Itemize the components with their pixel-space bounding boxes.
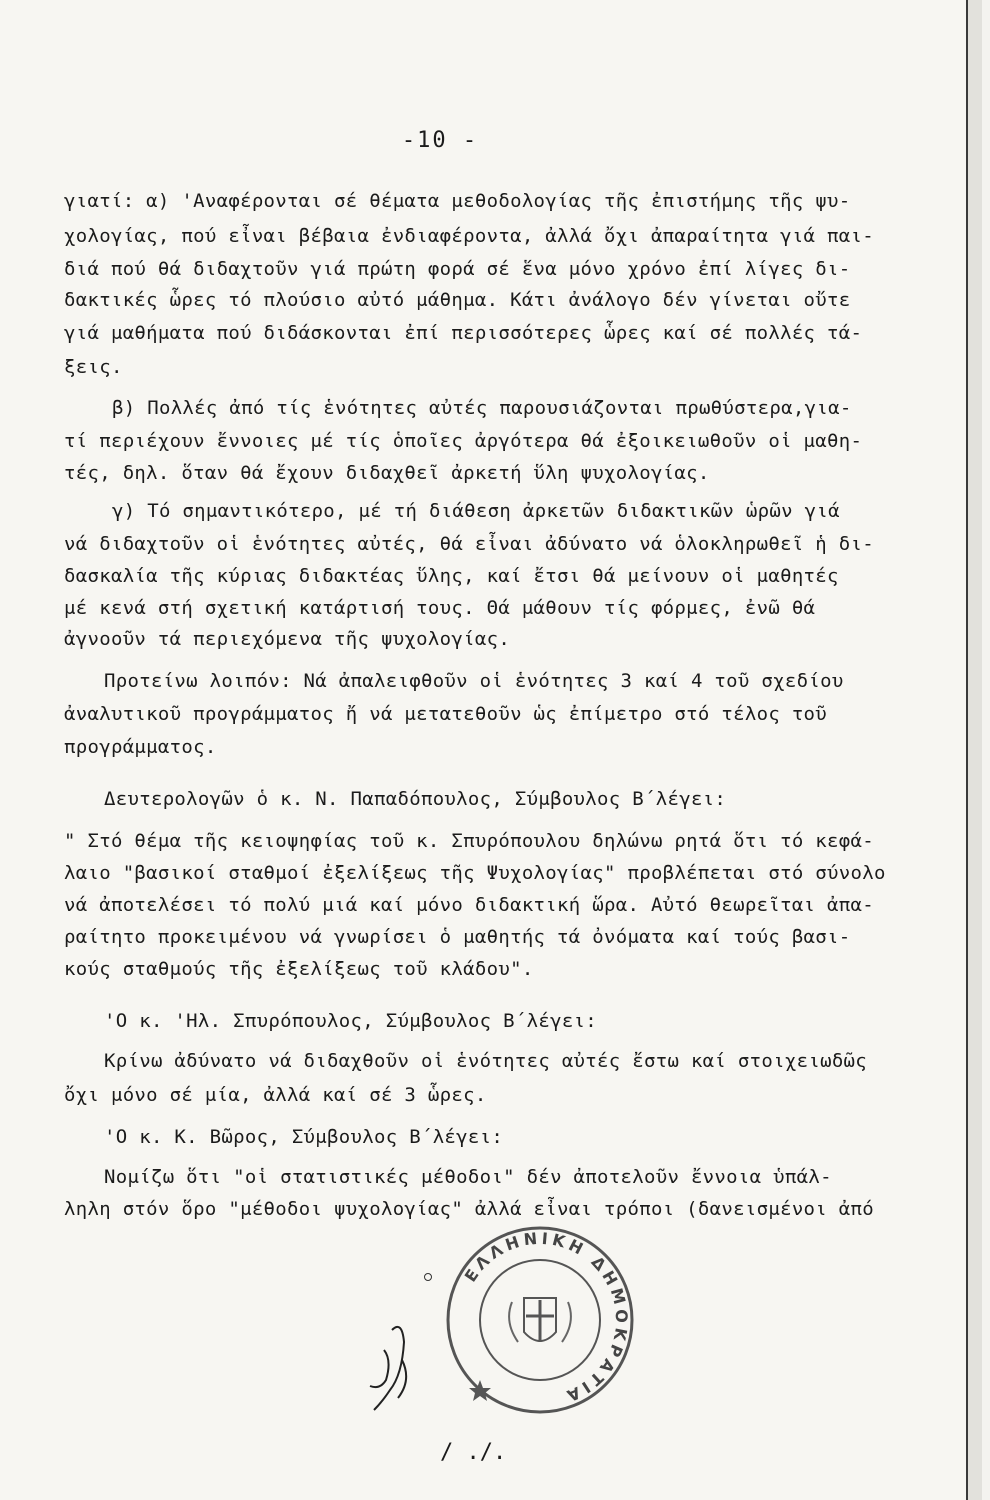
text-line-26: ὄχι μόνο σέ μία, ἀλλά καί σέ 3 ὧρες. — [64, 1084, 487, 1106]
text-line-25: Κρίνω ἀδύνατο νά διδαχθοῦν οἱ ἑνότητες αὐτές ἔστω καί στοιχειωδῶς — [104, 1050, 868, 1072]
text-line-5: γιά μαθήματα πού διδάσκονται ἐπί περισσότερες ὧρες καί σέ πολλές τά- — [64, 322, 863, 344]
text-line-14: ἀγνοοῦν τά περιεχόμενα τῆς ψυχολογίας. — [64, 628, 511, 650]
page-edge — [966, 0, 982, 1500]
text-line-10: γ) Τό σημαντικότερο, μέ τή διάθεση ἀρκετῶν διδακτικῶν ὡρῶν γιά — [112, 500, 840, 522]
text-line-7: β) Πολλές ἀπό τίς ἑνότητες αὐτές παρουσιάζονται πρωθύστερα,για- — [112, 397, 852, 419]
text-line-17: προγράμματος. — [64, 736, 217, 758]
text-line-22: ραίτητο προκειμένου νά γνωρίσει ὁ μαθητής τά ὀνόματα καί τούς βασι- — [64, 926, 851, 948]
text-line-4: δακτικές ὧρες τό πλούσιο αὐτό μάθημα. Κάτι ἀνάλογο δέν γίνεται οὔτε — [64, 289, 851, 311]
text-line-24: 'Ο κ. 'Ηλ. Σπυρόπουλος, Σύμβουλος Β΄λέγει: — [104, 1010, 598, 1032]
text-line-27: 'Ο κ. Κ. Βῶρος, Σύμβουλος Β΄λέγει: — [104, 1126, 504, 1148]
dot-mark — [424, 1273, 432, 1281]
text-line-3: διά πού θά διδαχτοῦν γιά πρώτη φορά σέ ἕνα μόνο χρόνο ἐπί λίγες δι- — [64, 258, 851, 280]
svg-text:ΕΛΛΗΝΙΚΗ ΔΗΜΟΚΡΑΤΙΑ: ΕΛΛΗΝΙΚΗ ΔΗΜΟΚΡΑΤΙΑ — [460, 1228, 632, 1407]
text-line-15: Προτείνω λοιπόν: Νά ἀπαλειφθοῦν οἱ ἑνότητες 3 καί 4 τοῦ σχεδίου — [104, 670, 844, 692]
text-line-16: ἀναλυτικοῦ προγράμματος ἤ νά μετατεθοῦν ὡς ἐπίμετρο στό τέλος τοῦ — [64, 703, 828, 725]
bottom-mark — [440, 1440, 510, 1470]
text-line-18: Δευτερολογῶν ὁ κ. Ν. Παπαδόπουλος, Σύμβουλος Β΄λέγει: — [104, 788, 727, 810]
handwritten-signature — [362, 1320, 432, 1420]
text-line-23: κούς σταθμούς τῆς ἐξελίξεως τοῦ κλάδου". — [64, 958, 534, 980]
text-line-6: ξεις. — [64, 356, 123, 378]
text-line-11: νά διδαχτοῦν οἱ ἑνότητες αὐτές, θά εἶναι ἀδύνατο νά ὁλοκληρωθεῖ ἡ δι- — [64, 533, 874, 555]
text-line-29: ληλη στόν ὅρο "μέθοδοι ψυχολογίας" ἀλλά εἶναι τρόποι (δανεισμένοι ἀπό — [64, 1198, 874, 1220]
text-line-28: Νομίζω ὅτι "οἱ στατιστικές μέθοδοι" δέν ἀποτελοῦν ἔννοια ὑπάλ- — [104, 1166, 832, 1188]
official-seal-stamp — [440, 1220, 640, 1420]
text-line-8: τί περιέχουν ἔννοιες μέ τίς ὁποῖες ἀργότερα θά ἐξοικειωθοῦν οἱ μαθη- — [64, 430, 863, 452]
page-number: -10 - — [401, 128, 479, 153]
text-line-9: τές, δηλ. ὅταν θά ἔχουν διδαχθεῖ ἀρκετή ὕλη ψυχολογίας. — [64, 462, 710, 484]
text-line-2: χολογίας, πού εἶναι βέβαια ἐνδιαφέροντα, ἀλλά ὄχι ἀπαραίτητα γιά παι- — [64, 225, 874, 247]
text-line-20: λαιο "βασικοί σταθμοί ἐξελίξεως τῆς Ψυχολογίας" προβλέπεται στό σύνολο — [64, 862, 886, 884]
bottom-mark-text: / ./. — [440, 1440, 507, 1465]
text-line-12: δασκαλία τῆς κύριας διδακτέας ὕλης, καί ἔτσι θά μείνουν οἱ μαθητές — [64, 565, 839, 587]
text-line-13: μέ κενά στή σχετική κατάρτισή τους. Θά μάθουν τίς φόρμες, ἐνῶ θά — [64, 597, 816, 619]
text-line-1: γιατί: α) 'Αναφέρονται σέ θέματα μεθοδολογίας τῆς ἐπιστήμης τῆς ψυ- — [64, 190, 851, 212]
text-line-21: νά ἀποτελέσει τό πολύ μιά καί μόνο διδακτική ὥρα. Αὐτό θεωρεῖται ἀπα- — [64, 894, 874, 916]
text-line-19: " Στό θέμα τῆς κειοψηφίας τοῦ κ. Σπυρόπουλου δηλώνω ρητά ὅτι τό κεφά- — [64, 830, 874, 852]
